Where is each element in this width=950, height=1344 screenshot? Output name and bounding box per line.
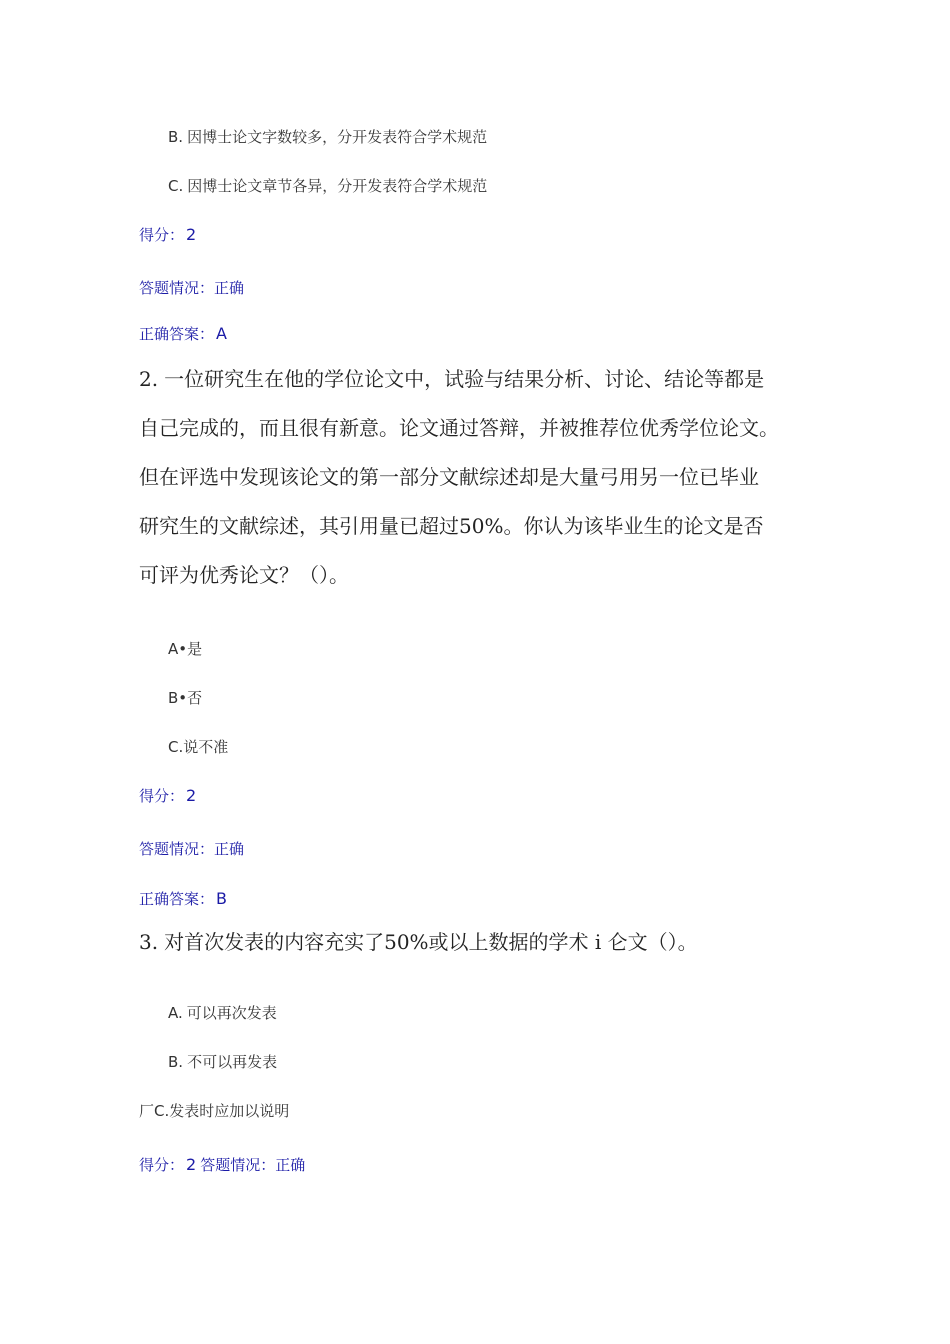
q2-score — [139, 785, 196, 806]
option-text: 说不准 — [183, 738, 229, 756]
answer-label: 正确答案： — [139, 890, 215, 908]
status-label: 答题情况： — [200, 1156, 276, 1174]
question-number: 3. — [139, 930, 159, 954]
option-letter: C. — [168, 177, 184, 195]
status-value: 正确 — [214, 840, 245, 858]
answer-value: A — [216, 324, 227, 343]
q1-option-b[interactable] — [168, 126, 487, 147]
q2-line-5: 可评为优秀论文？（）。 — [139, 563, 349, 587]
score-label: 得分： — [139, 226, 185, 244]
q2-status — [139, 838, 244, 859]
option-text: 不可以再发表 — [187, 1053, 278, 1071]
q2-option-a[interactable] — [168, 638, 202, 659]
q2-option-b[interactable] — [168, 687, 202, 708]
option-letter: B. — [168, 128, 184, 146]
option-text: 因博士论文字数较多，分开发表符合学术规范 — [187, 128, 488, 146]
score-value: 2 — [186, 1155, 197, 1174]
q1-status — [139, 277, 244, 298]
q3-option-b[interactable] — [168, 1051, 277, 1072]
q2-option-c[interactable] — [168, 736, 228, 757]
q2-line-2: 自己完成的，而且很有新意。论文通过答辩，并被推荐位优秀学位论文。 — [139, 416, 779, 440]
option-letter: A• — [168, 640, 188, 658]
question-number: 2. — [139, 367, 159, 391]
answer-label: 正确答案： — [139, 325, 215, 343]
option-text: 可以再次发表 — [186, 1004, 277, 1022]
option-text: 是 — [187, 640, 203, 658]
score-value: 2 — [186, 786, 197, 805]
score-value: 2 — [186, 225, 197, 244]
q2-answer — [139, 888, 227, 909]
q3-option-a[interactable] — [168, 1002, 277, 1023]
q2-line-1: 2. 一位研究生在他的学位论文中，试验与结果分析、讨论、结论等都是 — [139, 367, 765, 391]
q3-stem — [139, 918, 819, 967]
q1-score — [139, 224, 196, 245]
q1-option-c[interactable] — [168, 175, 487, 196]
option-letter: C. — [154, 1102, 170, 1120]
option-text: 否 — [187, 689, 203, 707]
status-label: 答题情况： — [139, 279, 215, 297]
status-value: 正确 — [214, 279, 245, 297]
q3-score-status — [139, 1154, 305, 1175]
q2-line-3: 但在评选中发现该论文的第一部分文献综述却是大量弓用另一位已毕业 — [139, 465, 759, 489]
q3-option-c[interactable] — [139, 1100, 289, 1121]
option-letter: A. — [168, 1004, 183, 1022]
status-label: 答题情况： — [139, 840, 215, 858]
q3-text: 对首次发表的内容充实了50%或以上数据的学术 i 仑文（）。 — [164, 930, 698, 954]
answer-value: B — [216, 889, 227, 908]
option-letter: B• — [168, 689, 188, 707]
q2-stem — [139, 355, 819, 600]
score-label: 得分： — [139, 787, 185, 805]
option-letter: C. — [168, 738, 184, 756]
status-value: 正确 — [275, 1156, 306, 1174]
q1-answer — [139, 323, 227, 344]
option-letter: B. — [168, 1053, 184, 1071]
q2-line-4: 研究生的文献综述，其引用量已超过50%。你认为该毕业生的论文是否 — [139, 514, 764, 538]
option-text: 发表时应加以说明 — [169, 1102, 290, 1120]
option-text: 因博士论文章节各异，分开发表符合学术规范 — [187, 177, 488, 195]
checkbox-glyph[interactable]: 厂 — [139, 1102, 155, 1120]
score-label: 得分： — [139, 1156, 185, 1174]
